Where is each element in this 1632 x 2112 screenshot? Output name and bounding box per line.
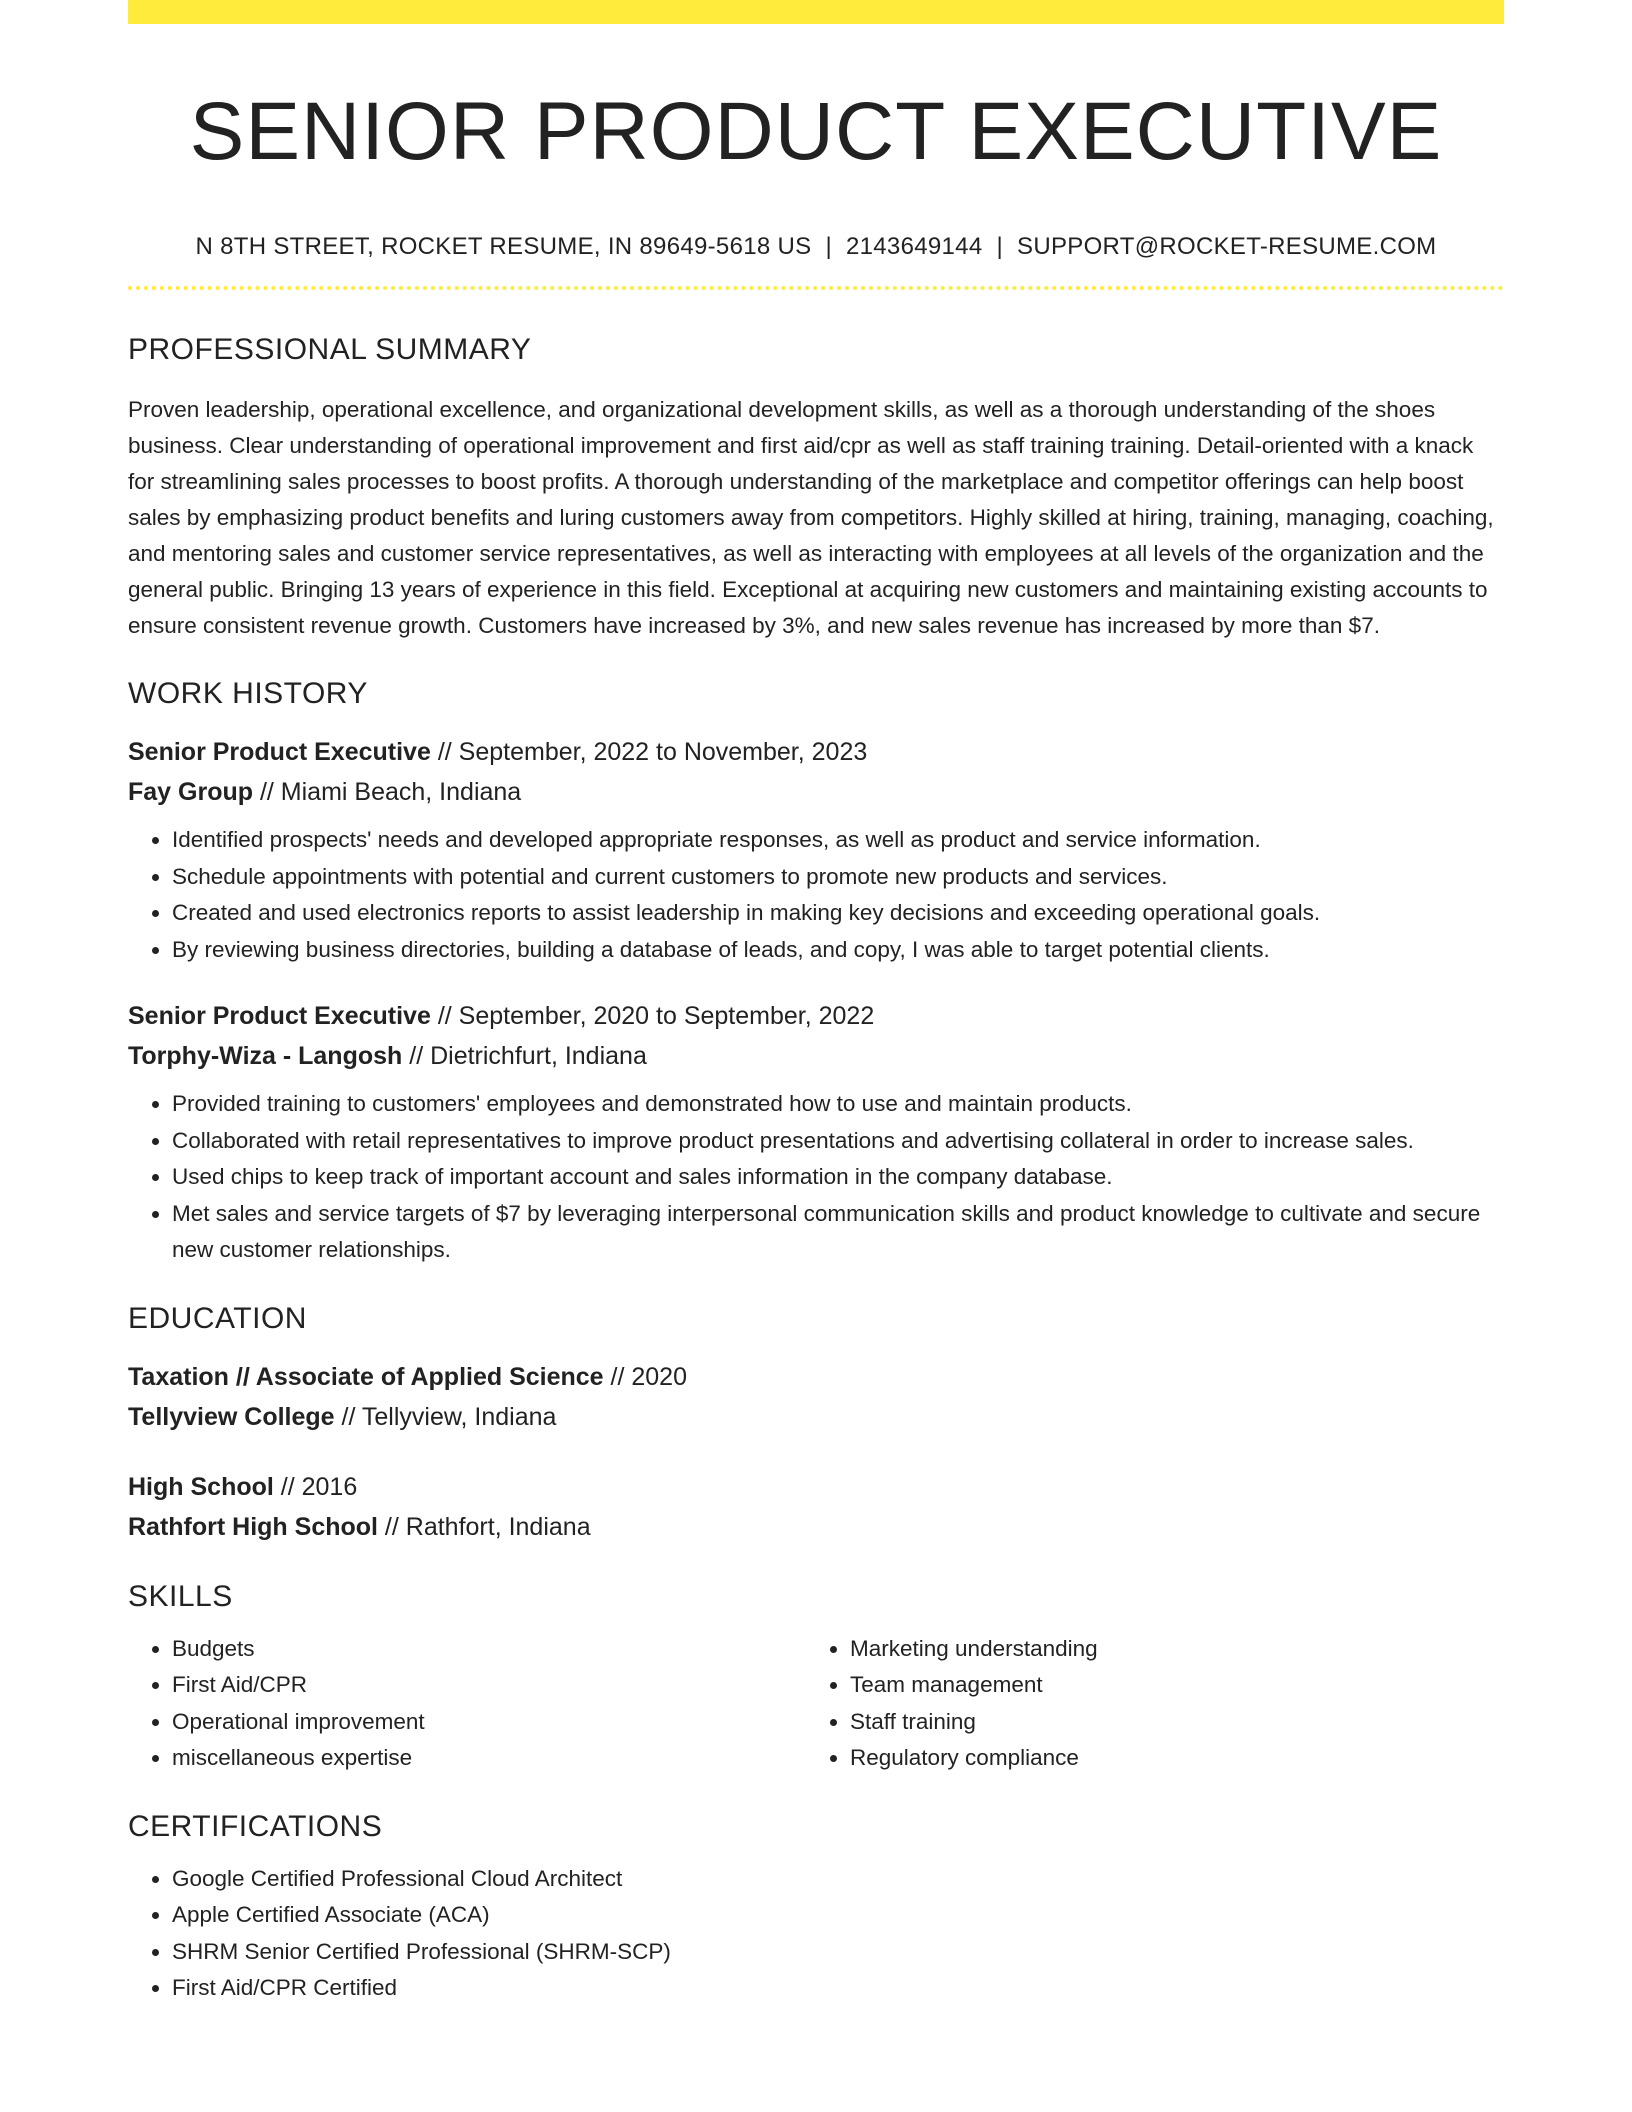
certifications-list xyxy=(128,1861,1504,2007)
skills-column-left xyxy=(128,1631,806,1777)
education-year: // 2020 xyxy=(603,1362,687,1391)
education-school-line xyxy=(128,1507,1504,1547)
list-item: • Met sales and service targets of $7 by leveraging interpersonal communication skills and product knowledge to cultivate and secure new customer relationships. xyxy=(172,1196,1504,1269)
list-item: • Provided training to customers' employees and demonstrated how to use and maintain products. xyxy=(172,1086,1504,1123)
job-bullets xyxy=(128,1086,1504,1269)
job-entry xyxy=(128,732,1504,968)
section-title-summary: PROFESSIONAL SUMMARY xyxy=(128,333,532,366)
list-item: • First Aid/CPR xyxy=(172,1667,806,1704)
list-item: • Schedule appointments with potential and current customers to promote new products and services. xyxy=(172,859,1504,896)
education-degree-line xyxy=(128,1467,1504,1507)
resume-name-title: SENIOR PRODUCT EXECUTIVE xyxy=(189,86,1443,177)
job-entry xyxy=(128,996,1504,1269)
job-bullets xyxy=(128,822,1504,968)
list-item: • Operational improvement xyxy=(172,1704,806,1741)
job-dates: // September, 2022 to November, 2023 xyxy=(430,738,868,766)
list-item: • Google Certified Professional Cloud Architect xyxy=(172,1861,1504,1898)
education-location: // Rathfort, Indiana xyxy=(377,1512,591,1541)
section-title-work-history: WORK HISTORY xyxy=(128,677,368,710)
education-school: Tellyview College xyxy=(128,1402,335,1431)
list-item: • Collaborated with retail representatives to improve product presentations and advertising collateral in order to increase sales. xyxy=(172,1123,1504,1160)
education-year: // 2016 xyxy=(273,1472,358,1501)
job-company: Fay Group xyxy=(128,778,254,806)
dotted-divider xyxy=(128,286,1504,290)
skills-columns xyxy=(128,1631,1504,1777)
list-item: • By reviewing business directories, building a database of leads, and copy, I was able to target potential clients. xyxy=(172,932,1504,969)
contact-separator: | xyxy=(996,233,1004,260)
list-item: • First Aid/CPR Certified xyxy=(172,1970,1504,2007)
contact-phone: 2143649144 xyxy=(845,233,983,260)
section-title-skills: SKILLS xyxy=(128,1579,233,1613)
education-school-line xyxy=(128,1397,1504,1437)
section-title-education: EDUCATION xyxy=(128,1301,307,1335)
contact-address: N 8TH STREET, ROCKET RESUME, IN 89649-5618 US xyxy=(195,233,812,260)
list-item: • Staff training xyxy=(850,1704,1484,1741)
list-item: • Apple Certified Associate (ACA) xyxy=(172,1897,1504,1934)
education-degree-line xyxy=(128,1357,1504,1397)
summary-text: Proven leadership, operational excellence, and organizational development skills, as well as a thorough understanding of the shoes business. Clear understanding of operational improvement and first aid/cpr as well as staff training training. Detail-oriented with a knack for streamlining sales processes to boost profits. A thorough understanding of the marketplace and competitor offerings can help boost sales by emphasizing product benefits and luring customers away from competitors. Highly skilled at hiring, training, managing, coaching, and mentoring sales and customer service representatives, as well as interacting with employees at all levels of the organization and the general public. Bringing 13 years of experience in this field. Exceptional at acquiring new customers and maintaining existing accounts to ensure consistent revenue growth. Customers have increased by 3%, and new sales revenue has increased by more than $7. xyxy=(128,397,1494,638)
list-item: • SHRM Senior Certified Professional (SHRM-SCP) xyxy=(172,1934,1504,1971)
list-item: • Budgets xyxy=(172,1631,806,1668)
education-location: // Tellyview, Indiana xyxy=(334,1402,557,1431)
education-entry xyxy=(128,1357,1504,1437)
job-role: Senior Product Executive xyxy=(128,738,431,766)
skills-list xyxy=(128,1631,806,1777)
job-role-line xyxy=(128,996,1504,1036)
top-accent-bar xyxy=(128,0,1504,24)
list-item: • miscellaneous expertise xyxy=(172,1740,806,1777)
skills-list xyxy=(806,1631,1484,1777)
list-item: • Team management xyxy=(850,1667,1484,1704)
contact-separator: | xyxy=(825,233,832,260)
education-school: Rathfort High School xyxy=(128,1512,378,1541)
education-entry xyxy=(128,1467,1504,1547)
resume-page xyxy=(128,0,1504,2007)
section-title-certifications: CERTIFICATIONS xyxy=(128,1809,383,1843)
job-company: Torphy-Wiza - Langosh xyxy=(128,1042,403,1070)
job-dates: // September, 2020 to September, 2022 xyxy=(430,1002,875,1030)
list-item: • Created and used electronics reports to assist leadership in making key decisions and exceeding operational goals. xyxy=(172,895,1504,932)
education-degree: High School xyxy=(128,1472,274,1501)
contact-email: SUPPORT@ROCKET-RESUME.COM xyxy=(1017,233,1437,260)
list-item: • Regulatory compliance xyxy=(850,1740,1484,1777)
job-company-line xyxy=(128,772,1504,812)
job-location: // Dietrichfurt, Indiana xyxy=(402,1042,647,1070)
job-role: Senior Product Executive xyxy=(128,1002,431,1030)
education-degree: Taxation // Associate of Applied Science xyxy=(128,1362,604,1391)
contact-line xyxy=(128,232,1504,262)
list-item: • Identified prospects' needs and developed appropriate responses, as well as product and service information. xyxy=(172,822,1504,859)
job-role-line xyxy=(128,732,1504,772)
job-location: // Miami Beach, Indiana xyxy=(253,778,522,806)
list-item: • Marketing understanding xyxy=(850,1631,1484,1668)
list-item: • Used chips to keep track of important account and sales information in the company database. xyxy=(172,1159,1504,1196)
skills-column-right xyxy=(806,1631,1484,1777)
job-company-line xyxy=(128,1036,1504,1076)
